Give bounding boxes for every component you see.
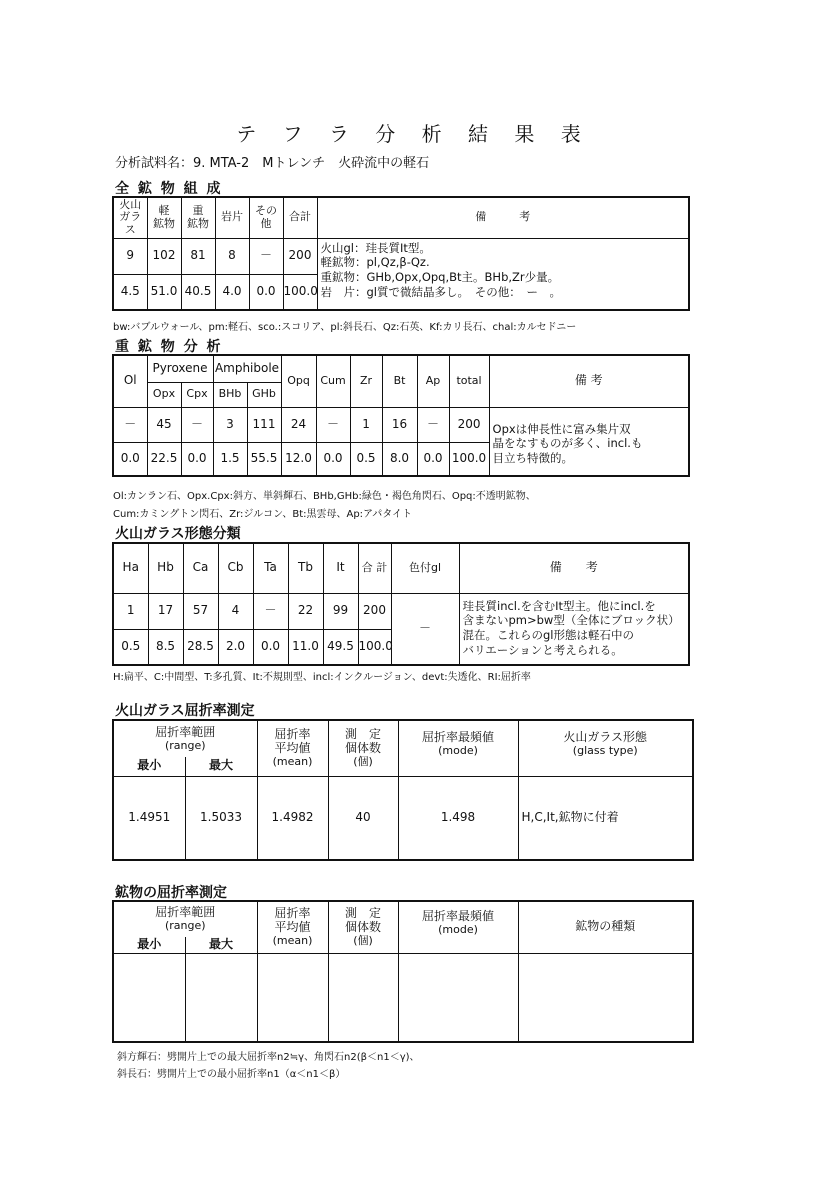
mode-value: 1.498 <box>398 776 518 860</box>
header-cell: Cb <box>218 543 253 593</box>
percent-cell: 49.5 <box>323 629 358 665</box>
count-cell: 9 <box>113 238 147 274</box>
count-cell: － <box>417 407 449 442</box>
remark-line: 混在。これらのgl形態は軽石中の <box>462 628 634 643</box>
count-cell: － <box>249 238 283 274</box>
header-bhb: BHb <box>213 382 247 407</box>
colored-glass-cell: － <box>391 593 459 665</box>
header-remark: 備 考 <box>489 355 689 407</box>
empty-cell <box>257 953 328 1042</box>
remark-line: 目立ち特徴的。 <box>492 451 574 466</box>
percent-cell: 4.5 <box>113 274 147 310</box>
percent-cell: 0.0 <box>417 442 449 476</box>
empty-cell <box>328 953 398 1042</box>
section5-footnote-1: 斜方輝石：劈開片上での最大屈折率n2≒γ、角閃石n2(β＜n1＜γ)、 <box>117 1052 420 1063</box>
header-bt: Bt <box>382 355 417 407</box>
section4-heading: 火山ガラス屈折率測定 <box>115 703 255 719</box>
min-value: 1.4951 <box>113 776 185 860</box>
mode-label-1: 屈折率最頻値 <box>422 909 495 923</box>
header-cpx: Cpx <box>181 382 213 407</box>
percent-cell: 4.0 <box>215 274 249 310</box>
count-cell: 16 <box>382 407 417 442</box>
mean-label-2: 平均値 <box>274 740 311 755</box>
count-label-3: (個) <box>353 933 373 947</box>
header-mineral-kind: 鉱物の種類 <box>518 901 693 953</box>
count-cell: 24 <box>281 407 316 442</box>
count-cell: 111 <box>247 407 281 442</box>
header-opq: Opq <box>281 355 316 407</box>
header-min: 最小 <box>113 937 185 953</box>
percent-cell: 51.0 <box>147 274 181 310</box>
header-cell: Ta <box>253 543 288 593</box>
header-mean <box>257 901 328 953</box>
count-cell: 22 <box>288 593 323 629</box>
count-cell: 8 <box>215 238 249 274</box>
range-label: 屈折率範囲 <box>155 724 216 739</box>
count-value: 40 <box>328 776 398 860</box>
count-cell: 200 <box>449 407 489 442</box>
percent-cell: 22.5 <box>147 442 181 476</box>
remark-line: バリエーションと考えられる。 <box>462 643 623 658</box>
remark-line: Opxは伸長性に富み集片双 <box>492 421 631 436</box>
percent-cell: 11.0 <box>288 629 323 665</box>
count-cell: － <box>181 407 213 442</box>
header-cell: 軽 鉱物 <box>147 197 181 238</box>
header-count <box>328 720 398 776</box>
remark-line: 珪長質incl.を含むIt型主。他にincl.を <box>462 598 656 613</box>
header-cell: It <box>323 543 358 593</box>
range-label: 屈折率範囲 <box>155 905 216 920</box>
header-ol: Ol <box>113 355 147 407</box>
section5-footnote-2: 斜長石：劈開片上での最小屈折率n1（α＜n1＜β） <box>117 1069 346 1080</box>
range-en-label: (range) <box>164 738 206 752</box>
percent-cell: 8.5 <box>148 629 183 665</box>
header-mode <box>398 720 518 776</box>
header-max: 最大 <box>185 757 257 776</box>
percent-cell: 100.0 <box>283 274 317 310</box>
glass-morphology-table <box>112 542 690 666</box>
empty-cell <box>113 953 185 1042</box>
header-cell: 備 考 <box>459 543 689 593</box>
mean-label-3: (mean) <box>272 754 313 768</box>
mean-label-1: 屈折率 <box>274 906 311 921</box>
empty-cell <box>398 953 518 1042</box>
percent-cell: 0.0 <box>253 629 288 665</box>
header-cell: Ha <box>113 543 148 593</box>
percent-cell: 0.0 <box>113 442 147 476</box>
count-cell: 1 <box>113 593 148 629</box>
count-cell: 99 <box>323 593 358 629</box>
remark-line: 岩 片：gl質で微結晶多し。 その他： ー 。 <box>320 285 561 300</box>
remark-line: 軽鉱物：pl,Qz,β-Qz. <box>320 255 430 270</box>
count-label-2: 個体数 <box>345 919 382 934</box>
header-total: total <box>449 355 489 407</box>
count-cell: 57 <box>183 593 218 629</box>
section1-footnote: bw:バブルウォール、pm:軽石、sco.:スコリア、pl:斜長石、Qz:石英、Kf:カリ長石、chal:カルセドニー <box>113 322 577 333</box>
range-en-label: (range) <box>164 919 206 933</box>
empty-cell <box>185 953 257 1042</box>
header-cell: Tb <box>288 543 323 593</box>
count-cell: 102 <box>147 238 181 274</box>
percent-cell: 28.5 <box>183 629 218 665</box>
heavy-mineral-table <box>112 354 690 477</box>
header-cell: 合 計 <box>358 543 391 593</box>
remark-line: 含まないpm>bw型（全体にブロック状） <box>462 613 680 628</box>
count-cell: 4 <box>218 593 253 629</box>
remark-line: 晶をなすものが多く、incl.も <box>492 436 643 451</box>
header-range <box>113 901 257 937</box>
glass-type-label-1: 火山ガラス形態 <box>563 730 648 744</box>
count-cell: － <box>316 407 350 442</box>
percent-cell: 0.0 <box>249 274 283 310</box>
mode-label-2: (mode) <box>438 922 478 936</box>
glass-type-value: H,C,It,鉱物に付着 <box>518 776 693 860</box>
remarks-cell <box>489 407 689 476</box>
count-label-3: (個) <box>353 754 373 768</box>
header-count <box>328 901 398 953</box>
mode-label-2: (mode) <box>438 743 478 757</box>
mean-value: 1.4982 <box>257 776 328 860</box>
header-cell: Ca <box>183 543 218 593</box>
percent-cell: 1.5 <box>213 442 247 476</box>
percent-cell: 55.5 <box>247 442 281 476</box>
header-cell: 合計 <box>283 197 317 238</box>
header-cell: 火山 ガラス <box>113 197 147 238</box>
percent-cell: 100.0 <box>358 629 391 665</box>
mean-label-3: (mean) <box>272 933 313 947</box>
page-title: テ フ ラ 分 析 結 果 表 <box>236 122 591 146</box>
header-glass-type <box>518 720 693 776</box>
header-zr: Zr <box>350 355 382 407</box>
count-cell: 1 <box>350 407 382 442</box>
count-label-1: 測 定 <box>345 727 382 742</box>
section2-footnote-2: Cum:カミングトン閃石、Zr:ジルコン、Bt:黒雲母、Ap:アパタイト <box>113 509 413 520</box>
header-amphibole: Amphibole <box>213 355 281 382</box>
header-cum: Cum <box>316 355 350 407</box>
header-pyroxene: Pyroxene <box>147 355 213 382</box>
section3-footnote: H:扁平、C:中間型、T:多孔質、It:不規則型、incl:インクルージョン、devt:失透化、RI:屈折率 <box>113 672 531 683</box>
section2-heading: 重 鉱 物 分 析 <box>115 339 223 355</box>
count-cell: 81 <box>181 238 215 274</box>
count-cell: － <box>113 407 147 442</box>
remark-line: 火山gl：珪長質It型。 <box>320 240 431 255</box>
header-ap: Ap <box>417 355 449 407</box>
empty-cell <box>518 953 693 1042</box>
header-mean <box>257 720 328 776</box>
remark-line: 重鉱物：GHb,Opx,Opq,Bt主。BHb,Zr少量。 <box>320 270 560 285</box>
section2-footnote-1: Ol:カンラン石、Opx.Cpx:斜方、単斜輝石、BHb,GHb:緑色・褐色角閃石、Opq:不透明鉱物、 <box>113 491 536 502</box>
header-cell: その 他 <box>249 197 283 238</box>
percent-cell: 8.0 <box>382 442 417 476</box>
header-mode <box>398 901 518 953</box>
header-cell: 重 鉱物 <box>181 197 215 238</box>
remarks-cell <box>459 593 689 665</box>
percent-cell: 2.0 <box>218 629 253 665</box>
header-range <box>113 720 257 757</box>
remarks-cell <box>317 238 689 310</box>
count-cell: 17 <box>148 593 183 629</box>
mean-label-2: 平均値 <box>274 919 311 934</box>
count-cell: 3 <box>213 407 247 442</box>
count-label-1: 測 定 <box>345 906 382 921</box>
count-cell: 200 <box>283 238 317 274</box>
glass-ri-table <box>112 719 694 861</box>
mode-label-1: 屈折率最頻値 <box>422 730 495 744</box>
percent-cell: 0.0 <box>181 442 213 476</box>
section3-heading: 火山ガラス形態分類 <box>115 526 241 542</box>
header-cell: 岩片 <box>215 197 249 238</box>
section1-heading: 全 鉱 物 組 成 <box>115 181 223 197</box>
mineral-ri-table <box>112 900 694 1043</box>
count-label-2: 個体数 <box>345 740 382 755</box>
section5-heading: 鉱物の屈折率測定 <box>115 885 227 901</box>
whole-mineral-table <box>112 196 690 311</box>
glass-type-label-2: (glass type) <box>572 743 638 757</box>
count-cell: 200 <box>358 593 391 629</box>
header-cell: 備 考 <box>317 197 689 238</box>
header-min: 最小 <box>113 757 185 776</box>
header-cell: Hb <box>148 543 183 593</box>
max-value: 1.5033 <box>185 776 257 860</box>
percent-cell: 12.0 <box>281 442 316 476</box>
count-cell: 45 <box>147 407 181 442</box>
percent-cell: 40.5 <box>181 274 215 310</box>
header-ghb: GHb <box>247 382 281 407</box>
percent-cell: 0.0 <box>316 442 350 476</box>
header-max: 最大 <box>185 937 257 953</box>
percent-cell: 100.0 <box>449 442 489 476</box>
percent-cell: 0.5 <box>113 629 148 665</box>
header-cell: 色付gl <box>391 543 459 593</box>
header-opx: Opx <box>147 382 181 407</box>
sample-name: 分析試料名：9. MTA-2 Mトレンチ 火砕流中の軽石 <box>115 156 430 171</box>
count-cell: － <box>253 593 288 629</box>
mean-label-1: 屈折率 <box>274 727 311 742</box>
percent-cell: 0.5 <box>350 442 382 476</box>
